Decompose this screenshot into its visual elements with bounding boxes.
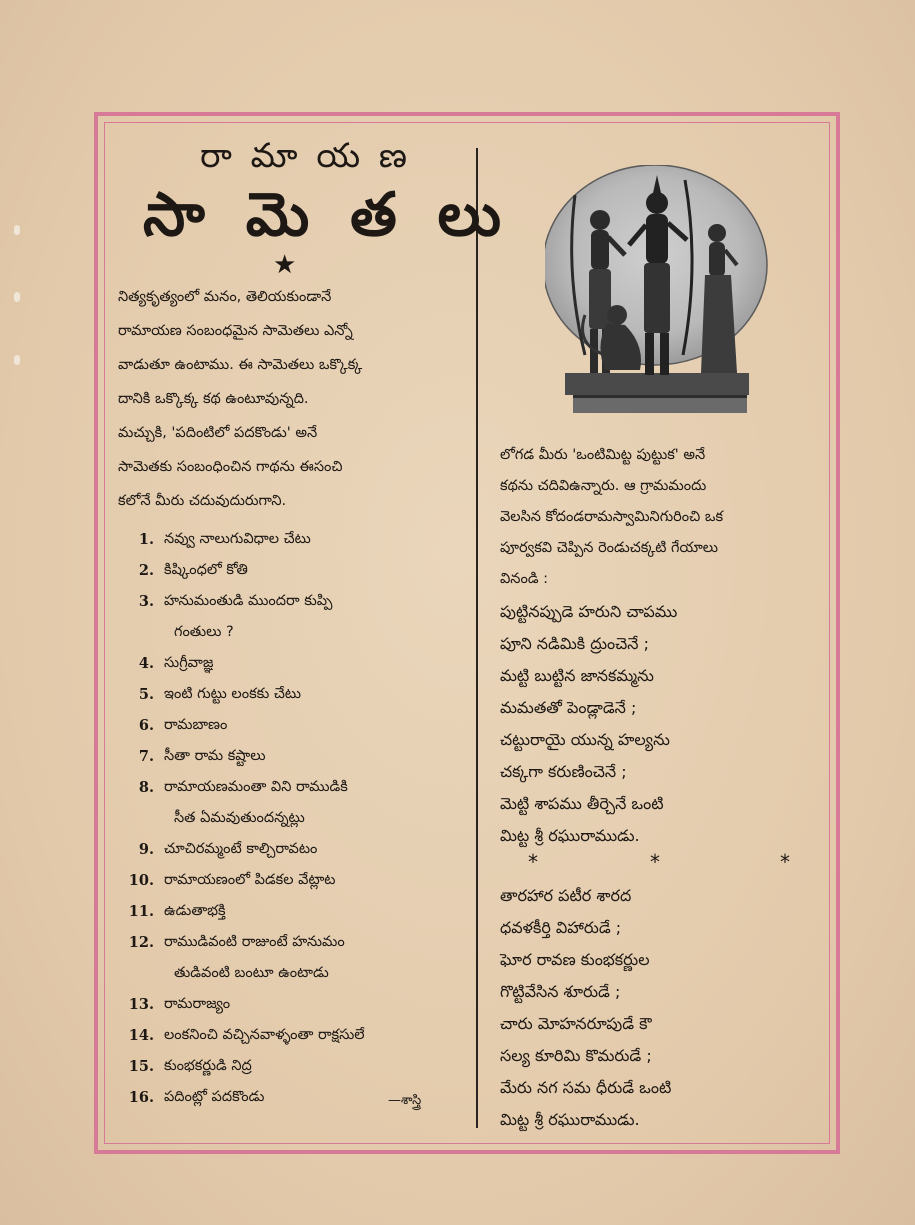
item-text: కుంభకర్ణుడి నిద్ర	[164, 1058, 252, 1074]
list-item	[126, 772, 466, 803]
verse-line: తారహార పటీర శారద	[500, 886, 632, 905]
item-text: పదింట్లో పదకొండు	[164, 1089, 265, 1105]
item-number: 9.	[138, 841, 154, 858]
item-number: 14.	[128, 1027, 154, 1044]
list-item	[126, 555, 466, 586]
verse-line: చట్టురాయై యున్న హల్యను	[500, 730, 670, 749]
item-text: నవ్వు నాలుగువిధాల చేటు	[164, 531, 311, 547]
punch-hole-mark	[14, 225, 20, 235]
list-item	[126, 927, 466, 958]
intro-line: కలోనే మీరు చదువుదురుగాని.	[118, 493, 287, 509]
item-number: 13.	[128, 996, 154, 1013]
list-item	[126, 834, 466, 865]
right-intro-line: వెలసిన కోదండరామస్వామినిగురించి ఒక	[500, 509, 724, 525]
right-intro-line: వినండి :	[500, 571, 549, 587]
punch-hole-mark	[14, 355, 20, 365]
verse-line: మిట్ట శ్రీ రఘురాముడు.	[500, 1110, 640, 1129]
intro-line: దానికి ఒక్కొక్క కథ ఉంటూవున్నది.	[118, 391, 309, 407]
verse-line: మమతతో పెండ్లాడెనే ;	[500, 698, 637, 717]
item-text: రామాయణమంతా విని రాముడికి	[164, 779, 348, 795]
item-text: రామబాణం	[164, 717, 228, 733]
verse-separator	[500, 850, 820, 876]
verse-line: పూని నడిమికి ద్రుంచెనే ;	[500, 634, 650, 653]
item-text: చూచిరమ్మంటే కాల్చిరావటం	[164, 841, 318, 857]
asterisk-icon: *	[780, 850, 790, 874]
item-text: తుడివంటి బంటూ ఉంటాడు	[174, 965, 329, 981]
intro-line: రామాయణ సంబంధమైన సామెతలు ఎన్నో	[118, 323, 353, 339]
right-intro-line: కథను చదివిఉన్నారు. ఆ గ్రామమందు	[500, 478, 707, 494]
item-number: 7.	[138, 748, 154, 765]
item-number: 11.	[128, 903, 154, 920]
verse-line: పుట్టినప్పుడె హరుని చాపము	[500, 602, 678, 621]
item-text: రామాయణంలో పిడకల వేట్లాట	[164, 872, 336, 888]
item-text: గంతులు ?	[174, 624, 234, 640]
item-number: 6.	[138, 717, 154, 734]
item-number: 1.	[138, 531, 154, 548]
proverb-list	[126, 524, 466, 1113]
title-ramayana: రా మా య ణ	[200, 136, 411, 176]
idol-illustration	[545, 165, 770, 425]
item-text: సీతా రామ కష్టాలు	[164, 748, 266, 764]
item-number: 16.	[128, 1089, 154, 1106]
item-text: ఇంటి గుట్టు లంకకు చేటు	[164, 686, 302, 702]
item-number: 10.	[128, 872, 154, 889]
song-verse-2	[500, 880, 830, 1136]
list-item	[126, 524, 466, 555]
list-item	[126, 679, 466, 710]
list-item	[126, 865, 466, 896]
item-number: 3.	[138, 593, 154, 610]
intro-line: సామెతకు సంబంధించిన గాథను ఈసంచి	[118, 459, 343, 475]
intro-line: నిత్యకృత్యంలో మనం, తెలియకుండానే	[118, 289, 332, 305]
item-text: హనుమంతుడి ముందరా కుప్పి	[164, 593, 333, 609]
item-number: 5.	[138, 686, 154, 703]
list-item	[126, 1020, 466, 1051]
item-text: రామరాజ్యం	[164, 996, 231, 1012]
right-intro-line: పూర్వకవి చెప్పిన రెండుచక్కటి గేయాలు	[500, 540, 719, 556]
verse-line: ధవళకీర్తి విహారుడే ;	[500, 918, 622, 937]
intro-line: వాడుతూ ఉంటాము. ఈ సామెతలు ఒక్కొక్క	[118, 357, 363, 373]
verse-line: సల్య కూరిమి కొమరుడే ;	[500, 1046, 652, 1065]
song-verse-1	[500, 596, 830, 852]
list-item	[126, 648, 466, 679]
list-item	[126, 1051, 466, 1082]
verse-line: మట్టి బుట్టిన జానకమ్మను	[500, 666, 654, 685]
verse-line: మిట్ట శ్రీ రఘురాముడు.	[500, 826, 640, 845]
item-text: సుగ్రీవాజ్ఞ	[164, 655, 214, 671]
list-item	[126, 586, 466, 617]
item-text: రాముడివంటి రాజుంటే హనుమం	[164, 934, 345, 950]
item-text: లంకనించి వచ్చినవాళ్ళంతా రాక్షసులే	[164, 1027, 365, 1043]
intro-line: మచ్చుకి, 'పదింటిలో పదకొండు' అనే	[118, 425, 318, 441]
asterisk-icon: *	[650, 850, 660, 874]
list-item	[126, 896, 466, 927]
star-ornament-icon: ★	[273, 250, 297, 280]
verse-line: చారు మోహనరూపుడే కౌ	[500, 1014, 652, 1033]
item-number: 2.	[138, 562, 154, 579]
item-number: 4.	[138, 655, 154, 672]
verse-line: మేరు నగ సమ ధీరుడే ఒంటి	[500, 1078, 672, 1097]
item-number: 12.	[128, 934, 154, 951]
column-divider	[476, 148, 478, 1128]
verse-line: మెట్టి శాపము తీర్చెనే ఒంటి	[500, 794, 664, 813]
list-item-continuation	[126, 617, 466, 648]
verse-line: ఘోర రావణ కుంభకర్ణుల	[500, 950, 650, 969]
item-text: కిష్కింధలో కోతి	[164, 562, 248, 578]
verse-line: గొట్టివేసిన శూరుడే ;	[500, 982, 621, 1001]
punch-hole-mark	[14, 292, 20, 302]
right-intro-line: లోగడ మీరు 'ఒంటిమిట్ట పుట్టుక' అనే	[500, 447, 706, 463]
verse-line: చక్కగా కరుణించెనే ;	[500, 762, 627, 781]
item-text: సీత ఏమవుతుందన్నట్లు	[174, 810, 305, 826]
item-number: 15.	[128, 1058, 154, 1075]
list-item	[126, 741, 466, 772]
rama-sita-lakshmana-hanuman-idol-icon	[545, 165, 770, 425]
author-signature: —శాస్త్రి	[388, 1093, 422, 1108]
item-text: ఉడుతాభక్తి	[164, 903, 226, 919]
list-item	[126, 989, 466, 1020]
item-number: 8.	[138, 779, 154, 796]
title-sametalu: సా మె త లు	[143, 180, 511, 250]
asterisk-icon: *	[528, 850, 538, 874]
list-item-continuation	[126, 958, 466, 989]
list-item	[126, 710, 466, 741]
right-intro-paragraph	[500, 440, 830, 595]
intro-paragraph	[118, 280, 458, 518]
list-item-continuation	[126, 803, 466, 834]
